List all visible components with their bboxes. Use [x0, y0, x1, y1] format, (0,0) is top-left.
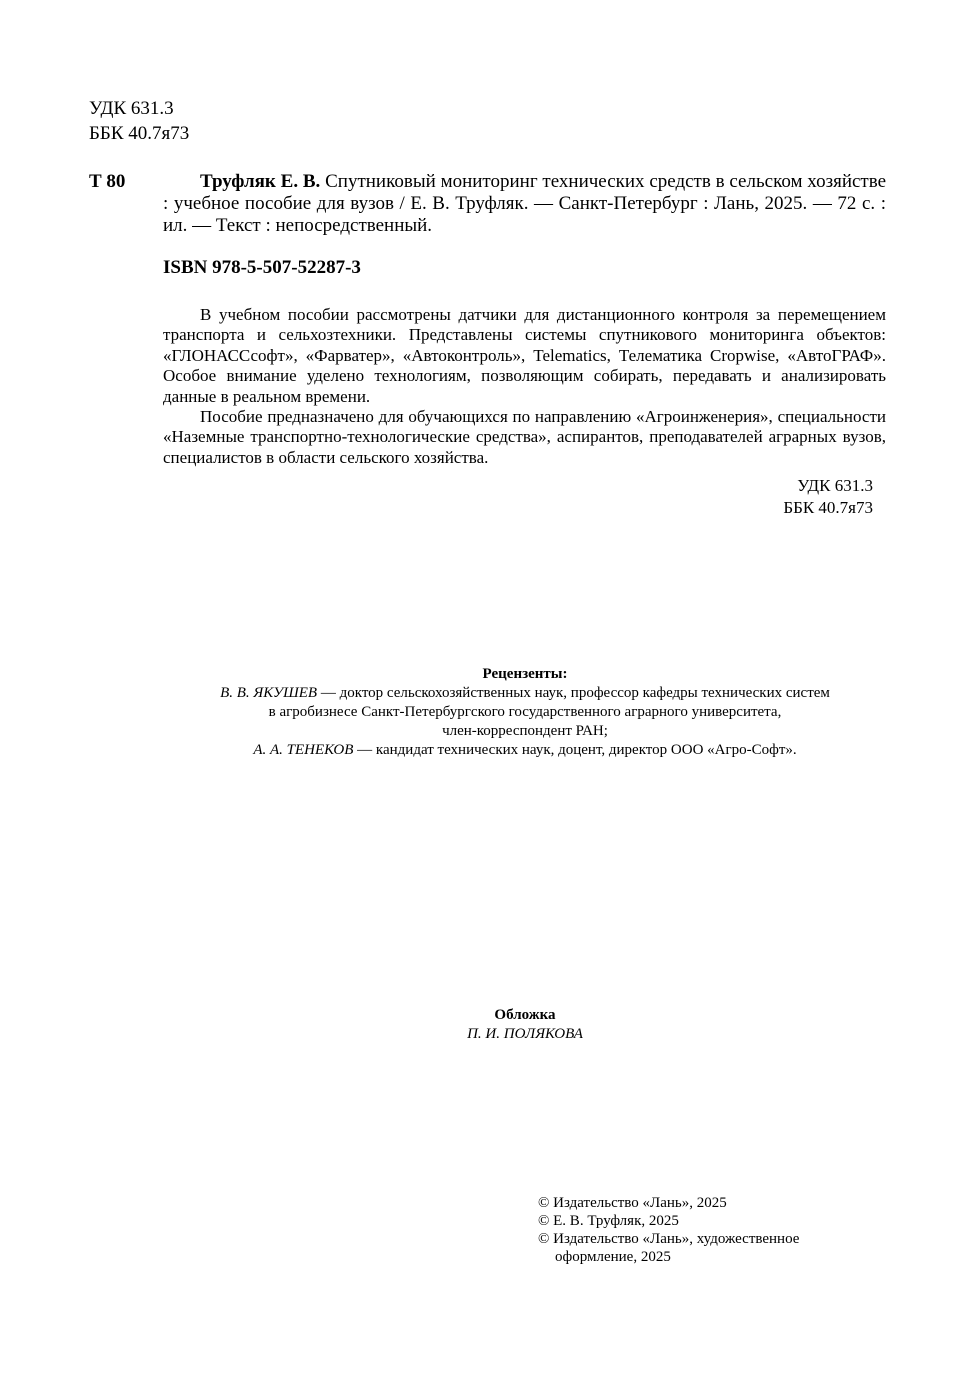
annotation [163, 305, 886, 468]
annotation-paragraph-1: В учебном пособии рассмотрены датчики для дистанционного контроля за перемещением транспорта и сельхозтехники. Представлены системы спутникового мониторинга объектов: «ГЛОНАССсофт», «Фарватер», «Автоконтроль», Telematics, Телематика Cropwise, «АвтоГРАФ». Особое внимание уделено технологиям, позволяющим собирать, передавать и анализировать данные в реальном времени. [163, 305, 886, 406]
bibliographic-record [163, 171, 886, 237]
reviewer-1 [100, 684, 950, 703]
cover-designer-name: П. И. ПОЛЯКОВА [467, 1026, 583, 1042]
copyright-block [538, 1194, 848, 1266]
udk-code-bottom: УДК 631.3 [797, 476, 873, 495]
reviewers-heading: Рецензенты: [482, 666, 568, 682]
copyright-line-2: © Е. В. Труфляк, 2025 [538, 1213, 679, 1229]
udk-top-block [89, 96, 189, 146]
reviewer-2-credentials: — кандидат технических наук, доцент, директор ООО «Агро-Софт». [353, 742, 797, 758]
copyright-line-3: © Издательство «Лань», художественное [538, 1231, 800, 1247]
author-name: Труфляк Е. В. [200, 171, 321, 192]
copyright-line-1: © Издательство «Лань», 2025 [538, 1195, 727, 1211]
reviewer-2 [100, 741, 950, 760]
udk-code: УДК 631.3 [89, 98, 174, 119]
bibliographic-description: Спутниковый мониторинг технических средств в сельском хозяйстве : учебное пособие для вузов / Е. В. Труфляк. — Санкт-Петербург : Лань, 2025. — 72 с. : ил. — Текст : непосредственный. [163, 171, 887, 236]
reviewer-1-credentials: — доктор сельскохозяйственных наук, профессор кафедры технических систем [317, 685, 830, 701]
udk-bottom-block [640, 475, 873, 519]
reviewer-1-name: В. В. ЯКУШЕВ [220, 685, 318, 701]
reviewers-section [100, 665, 950, 760]
reviewer-2-name: А. А. ТЕНЕКОВ [253, 742, 354, 758]
reviewer-1-affiliation: в агробизнесе Санкт-Петербургского государственного аграрного университета, [268, 704, 782, 720]
copyright-line-4: оформление, 2025 [555, 1249, 671, 1265]
cover-credit [325, 1006, 725, 1044]
cover-heading: Обложка [494, 1007, 556, 1023]
bbk-code-bottom: ББК 40.7я73 [783, 498, 873, 517]
bbk-code: ББК 40.7я73 [89, 123, 190, 144]
annotation-paragraph-2: Пособие предназначено для обучающихся по направлению «Агроинженерия», специальности «Наземные транспортно-технологические средства», аспирантов, преподавателей аграрных вузов, специалистов в области сельского хозяйства. [163, 407, 886, 467]
author-mark: Т 80 [89, 171, 126, 192]
reviewer-1-title: член-корреспондент РАН; [442, 723, 608, 739]
isbn: ISBN 978-5-507-52287-3 [163, 257, 361, 278]
